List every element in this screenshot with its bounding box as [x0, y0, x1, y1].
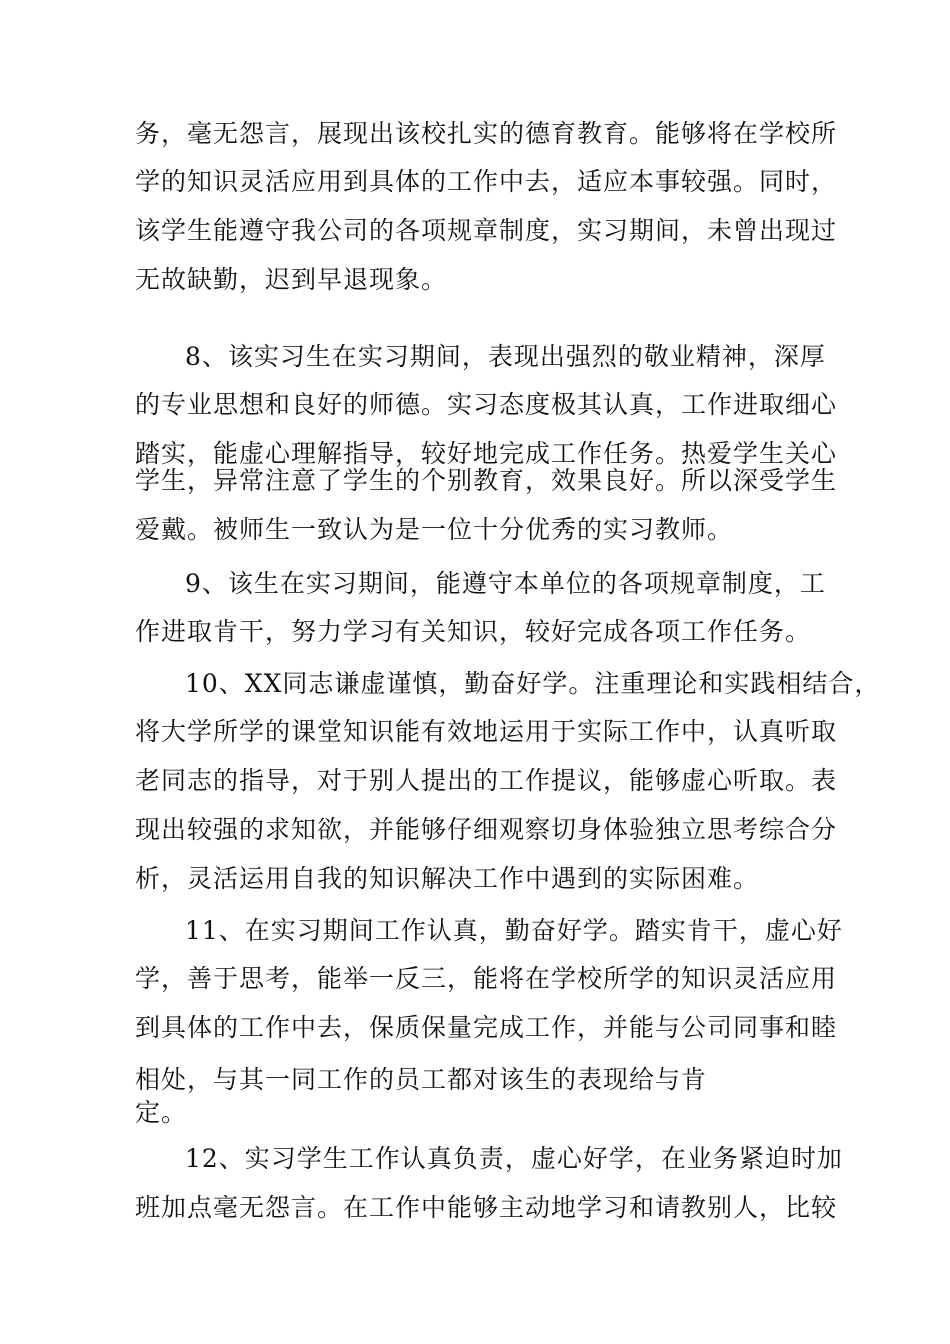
- text-line-2: 学的知识灵活应用到具体的工作中去，适应本事较强。同时，: [135, 167, 838, 196]
- text-line-20: 相处，与其一同工作的员工都对该生的表现给与肯: [135, 1065, 708, 1094]
- text-line-4: 无故缺勤，迟到早退现象。: [135, 265, 448, 294]
- text-line-23: 班加点毫无怨言。在工作中能够主动地学习和请教别人，比较: [135, 1193, 838, 1222]
- text-line-14: 老同志的指导，对于别人提出的工作提议，能够虚心听取。表: [135, 766, 838, 795]
- text-line-22: 12、实习学生工作认真负责，虚心好学，在业务紧迫时加: [185, 1144, 843, 1173]
- text-line-5: 8、该实习生在实习期间，表现出强烈的敬业精神，深厚: [185, 342, 826, 371]
- text-line-12: 10、XX同志谦虚谨慎，勤奋好学。注重理论和实践相结合，: [185, 669, 881, 698]
- text-line-19: 到具体的工作中去，保质保量完成工作，并能与公司同事和睦: [135, 1013, 838, 1042]
- text-line-7: 踏实，能虚心理解指导，较好地完成工作任务。热爱学生关心: [135, 439, 838, 468]
- text-line-10: 9、该生在实习期间，能遵守本单位的各项规章制度，工: [185, 569, 826, 598]
- text-line-13: 将大学所学的课堂知识能有效地运用于实际工作中，认真听取: [135, 717, 838, 746]
- text-line-6: 的专业思想和良好的师德。实习态度极其认真，工作进取细心: [135, 390, 838, 419]
- text-line-21: 定。: [135, 1098, 188, 1127]
- text-line-8: 学生，异常注意了学生的个别教育，效果良好。所以深受学生: [135, 466, 838, 495]
- text-line-18: 学，善于思考，能举一反三，能将在学校所学的知识灵活应用: [135, 964, 838, 993]
- text-line-11: 作进取肯干，努力学习有关知识，较好完成各项工作任务。: [135, 617, 812, 646]
- text-line-1: 务，毫无怨言，展现出该校扎实的德育教育。能够将在学校所: [135, 119, 838, 148]
- text-line-17: 11、在实习期间工作认真，勤奋好学。踏实肯干，虚心好: [185, 916, 843, 945]
- text-line-9: 爱戴。被师生一致认为是一位十分优秀的实习教师。: [135, 515, 734, 544]
- text-line-15: 现出较强的求知欲，并能够仔细观察切身体验独立思考综合分: [135, 815, 838, 844]
- text-line-3: 该学生能遵守我公司的各项规章制度，实习期间，未曾出现过: [135, 216, 838, 245]
- text-line-16: 析，灵活运用自我的知识解决工作中遇到的实际困难。: [135, 864, 760, 893]
